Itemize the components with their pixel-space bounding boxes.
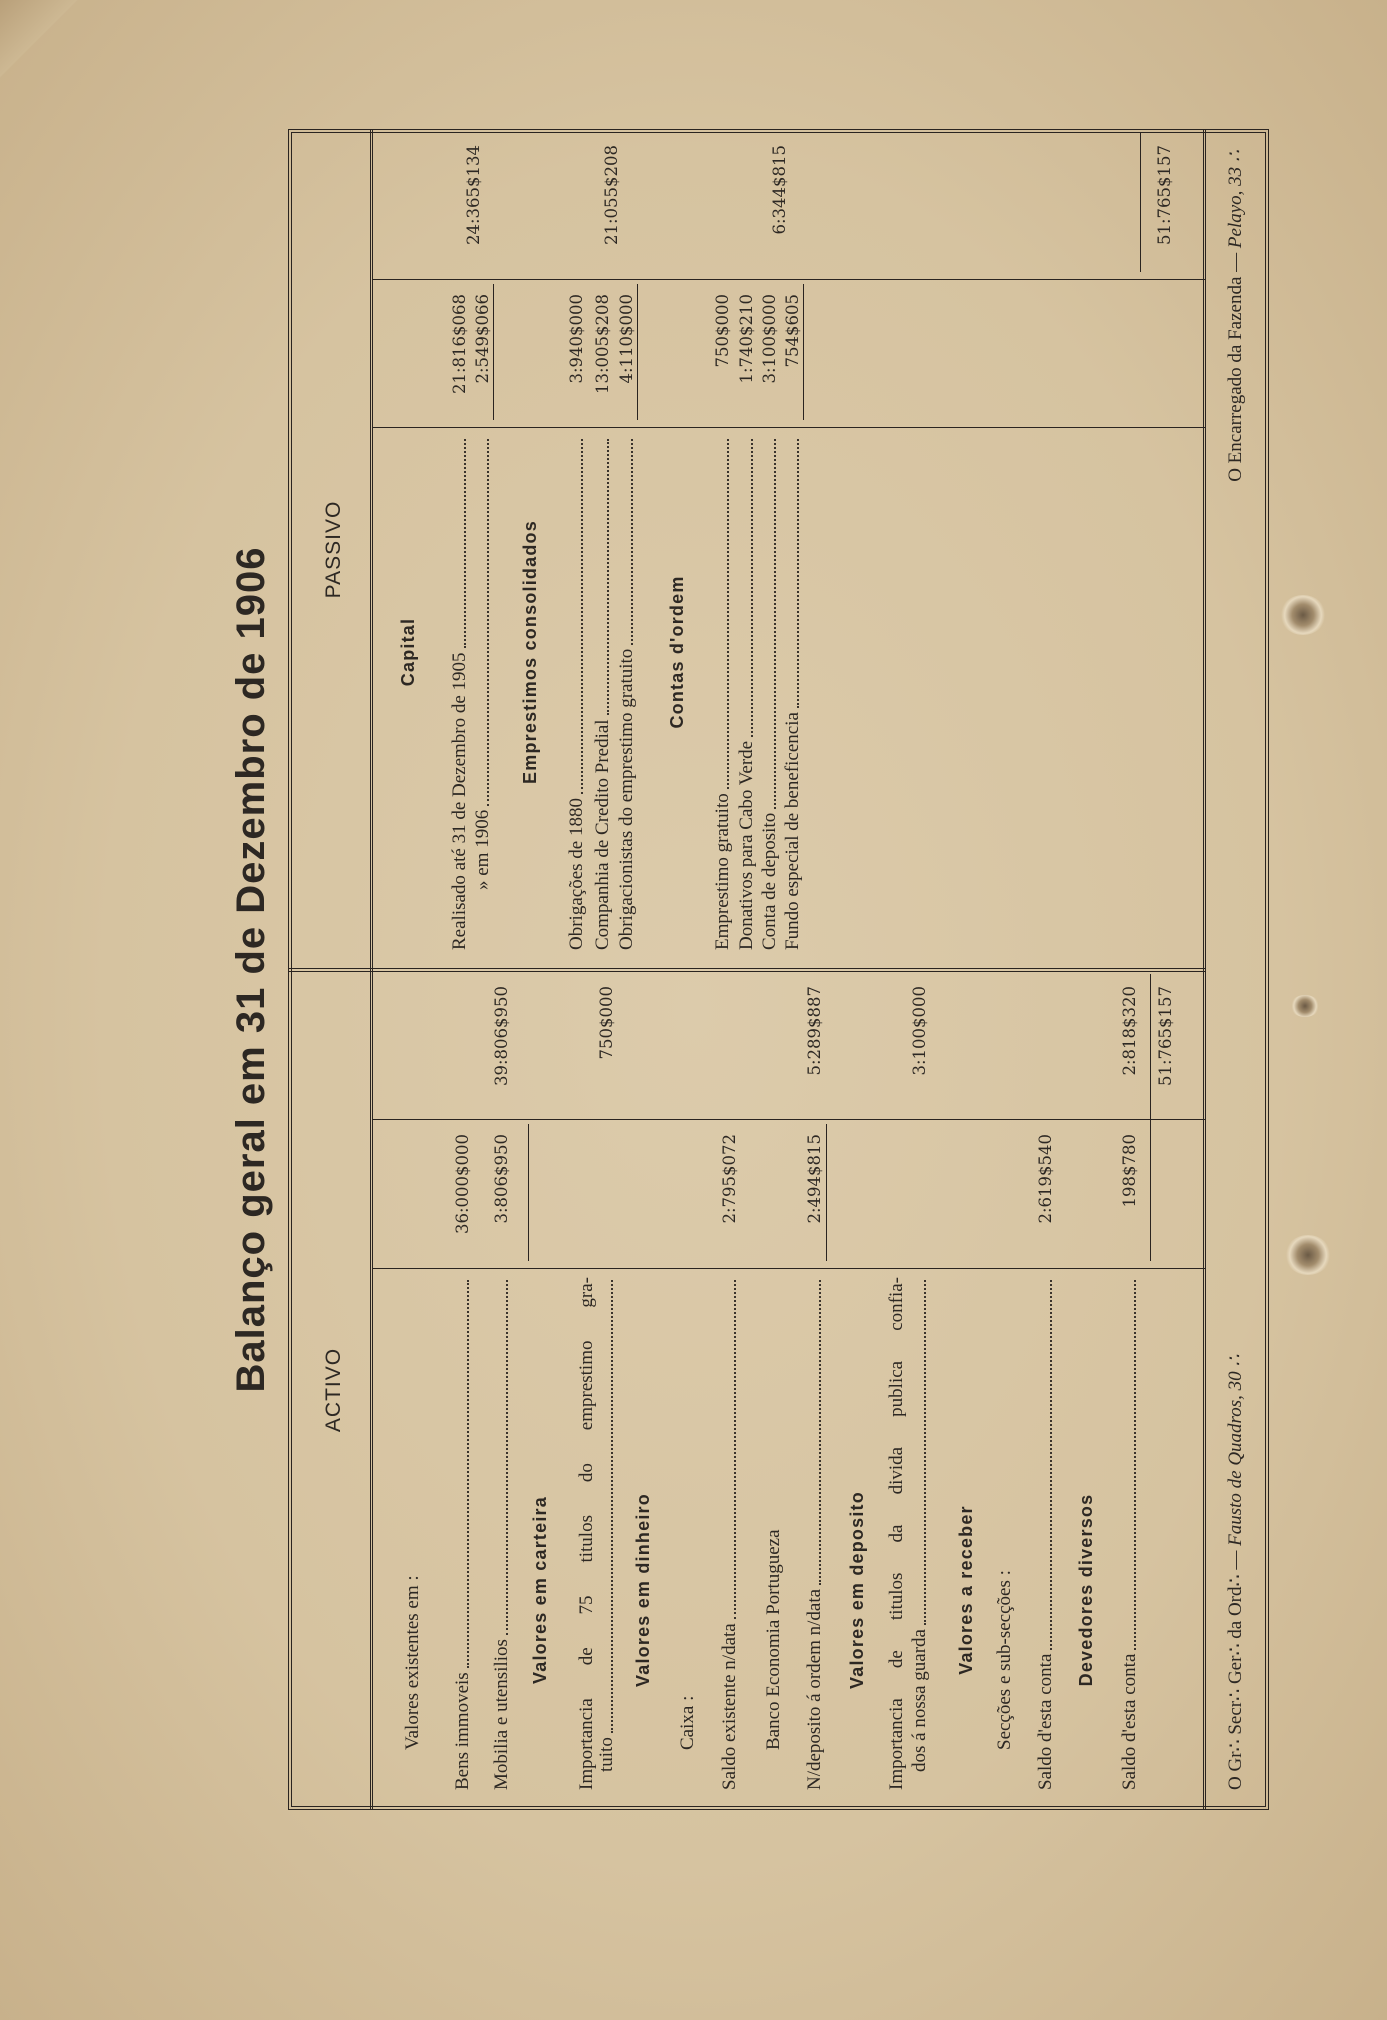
line-item-label: Banco Economia Portugueza — [763, 1529, 784, 1750]
line-item — [886, 1277, 908, 1790]
dot-leader — [631, 439, 633, 645]
sub-amount: 2:494$815 — [805, 1134, 824, 1224]
line-item — [909, 1277, 931, 1772]
sub-amount: 2:619$540 — [1036, 1134, 1055, 1224]
page-title: Balanço geral em 31 de Dezembro de 1906 — [229, 546, 273, 1393]
total-amount: 2:818$320 — [1120, 986, 1139, 1076]
line-item — [596, 1277, 618, 1772]
sub-amount: 198$780 — [1120, 1134, 1139, 1208]
section-heading: Valores em deposito — [847, 1491, 867, 1689]
line-item — [576, 1277, 598, 1790]
line-item — [566, 436, 588, 950]
footer-treasurer-name: Pelayo, 33 ∴ — [1225, 150, 1246, 249]
line-item-label: Importancia de titulos da divida publica confia- — [886, 1277, 907, 1790]
sub-amount: 36:000$000 — [453, 1134, 472, 1235]
grand-total: 51:765$157 — [1156, 986, 1175, 1087]
total-amount: 39:806$950 — [492, 986, 511, 1087]
section-heading: Valores em carteira — [530, 1496, 550, 1684]
sub-amount: 4:110$000 — [617, 294, 636, 384]
section-heading: Devedores diversos — [1076, 1493, 1096, 1687]
sum-rule — [493, 284, 494, 420]
line-item-label: Emprestimo gratuito — [712, 793, 733, 950]
section-heading: Valores em dinheiro — [633, 1493, 653, 1687]
grand-total: 51:765$157 — [1155, 145, 1174, 246]
footer-secretary-title: O Gr∴ Secr∴ Ger∴ da Ord∴ — — [1225, 1545, 1246, 1790]
dot-leader — [607, 439, 609, 715]
line-item — [449, 436, 471, 950]
dot-leader — [734, 1280, 736, 1619]
line-item — [712, 436, 734, 950]
dot-leader — [464, 439, 466, 648]
line-item-label: Donativos para Cabo Verde — [736, 740, 757, 950]
section-heading: Emprestimos consolidados — [520, 520, 540, 784]
line-item — [804, 1277, 826, 1790]
sub-amount: 3:806$950 — [492, 1134, 511, 1224]
dot-leader — [487, 439, 489, 806]
dot-leader — [1134, 1280, 1136, 1650]
sum-rule — [1140, 133, 1141, 272]
activo-header: ACTIVO — [322, 1347, 345, 1433]
footer-treasurer-title: O Encarregado da Fazenda — — [1225, 248, 1246, 482]
dot-leader — [611, 1280, 613, 1733]
line-item-label: Fundo especial de beneficencia — [782, 712, 803, 950]
line-item-label: Conta de deposito — [759, 812, 780, 950]
section-heading: Capital — [398, 617, 418, 687]
sub-amount: 1:740$210 — [737, 294, 756, 384]
activo-passivo-divider — [288, 968, 1205, 972]
line-item-label: Companhia de Credito Predial — [592, 719, 613, 950]
line-item-label: Saldo existente n/data — [719, 1623, 740, 1790]
line-item — [1119, 1277, 1141, 1790]
line-item — [994, 1277, 1016, 1750]
line-item — [1035, 1277, 1057, 1790]
line-item-label: Valores existentes em : — [402, 1575, 423, 1750]
line-item-label: Importancia de 75 titulos do emprestimo gra- — [576, 1277, 597, 1790]
line-item-label: Bens immoveis — [452, 1672, 473, 1790]
dot-leader — [506, 1280, 508, 1635]
line-item-label: Saldo d'esta conta — [1035, 1653, 1056, 1790]
footer-secretary-name: Fausto de Quadros, 30 ∴ — [1225, 1354, 1246, 1546]
section-heading: Valores a receber — [956, 1505, 976, 1675]
line-item-label: » em 1906 — [472, 809, 493, 890]
sub-amount: 2:795$072 — [720, 1134, 739, 1224]
sub-amount: 2:549$066 — [473, 294, 492, 384]
line-item-label: Realisado até 31 de Dezembro de 1905 — [449, 652, 470, 950]
total-amount: 24:365$134 — [464, 145, 483, 246]
total-amount: 6:344$815 — [770, 145, 789, 235]
footer-treasurer — [1224, 150, 1248, 840]
line-item — [616, 436, 638, 950]
line-item-label: tuito — [596, 1737, 617, 1772]
dot-leader — [797, 439, 799, 708]
passivo-header: PASSIVO — [322, 500, 345, 599]
line-item-label: Caixa : — [677, 1695, 698, 1750]
line-item-label: Obrigações de 1880 — [566, 798, 587, 950]
total-amount: 21:055$208 — [602, 145, 621, 246]
line-item-label: Secções e sub-secções : — [994, 1570, 1015, 1750]
dot-leader — [1050, 1280, 1052, 1650]
total-amount: 3:100$000 — [910, 986, 929, 1076]
sub-amount: 754$605 — [783, 294, 802, 368]
sum-rule — [1150, 974, 1151, 1261]
dot-leader — [581, 439, 583, 794]
line-item — [452, 1277, 474, 1790]
sub-amount: 3:940$000 — [567, 294, 586, 384]
line-item — [782, 436, 804, 950]
sum-rule — [637, 284, 638, 420]
folded-corner — [0, 0, 90, 80]
total-amount: 750$000 — [597, 986, 616, 1060]
line-item — [763, 1277, 785, 1750]
line-item-label: Saldo d'esta conta — [1119, 1653, 1140, 1790]
dot-leader — [727, 439, 729, 789]
section-heading: Contas d'ordem — [667, 575, 687, 729]
line-item — [491, 1277, 513, 1790]
line-item — [677, 1277, 699, 1750]
sum-rule — [826, 1124, 827, 1261]
dot-leader — [467, 1280, 469, 1668]
line-item-label: Mobilia e utensilios — [491, 1639, 512, 1790]
sub-amount: 3:100$000 — [760, 294, 779, 384]
line-item-label: Obrigacionistas do emprestimo gratuito — [616, 648, 637, 950]
total-amount: 5:289$887 — [805, 986, 824, 1076]
line-item — [472, 436, 494, 890]
sum-rule — [528, 1124, 529, 1261]
sub-amount: 750$000 — [713, 294, 732, 368]
dot-leader — [751, 439, 753, 737]
line-item — [759, 436, 781, 950]
sum-rule — [803, 284, 804, 420]
line-item — [736, 436, 758, 950]
sub-amount: 21:816$068 — [450, 294, 469, 395]
dot-leader — [819, 1280, 821, 1585]
dot-leader — [924, 1280, 926, 1625]
line-item-label: N/deposito á ordem n/data — [804, 1588, 825, 1790]
line-item — [592, 436, 614, 950]
line-item — [402, 1277, 424, 1750]
dot-leader — [774, 439, 776, 809]
line-item-label: dos á nossa guarda — [909, 1629, 930, 1772]
line-item — [719, 1277, 741, 1790]
footer-secretary — [1224, 1355, 1248, 1790]
balance-sheet-page — [200, 80, 1320, 1840]
sub-amount: 13:005$208 — [593, 294, 612, 395]
